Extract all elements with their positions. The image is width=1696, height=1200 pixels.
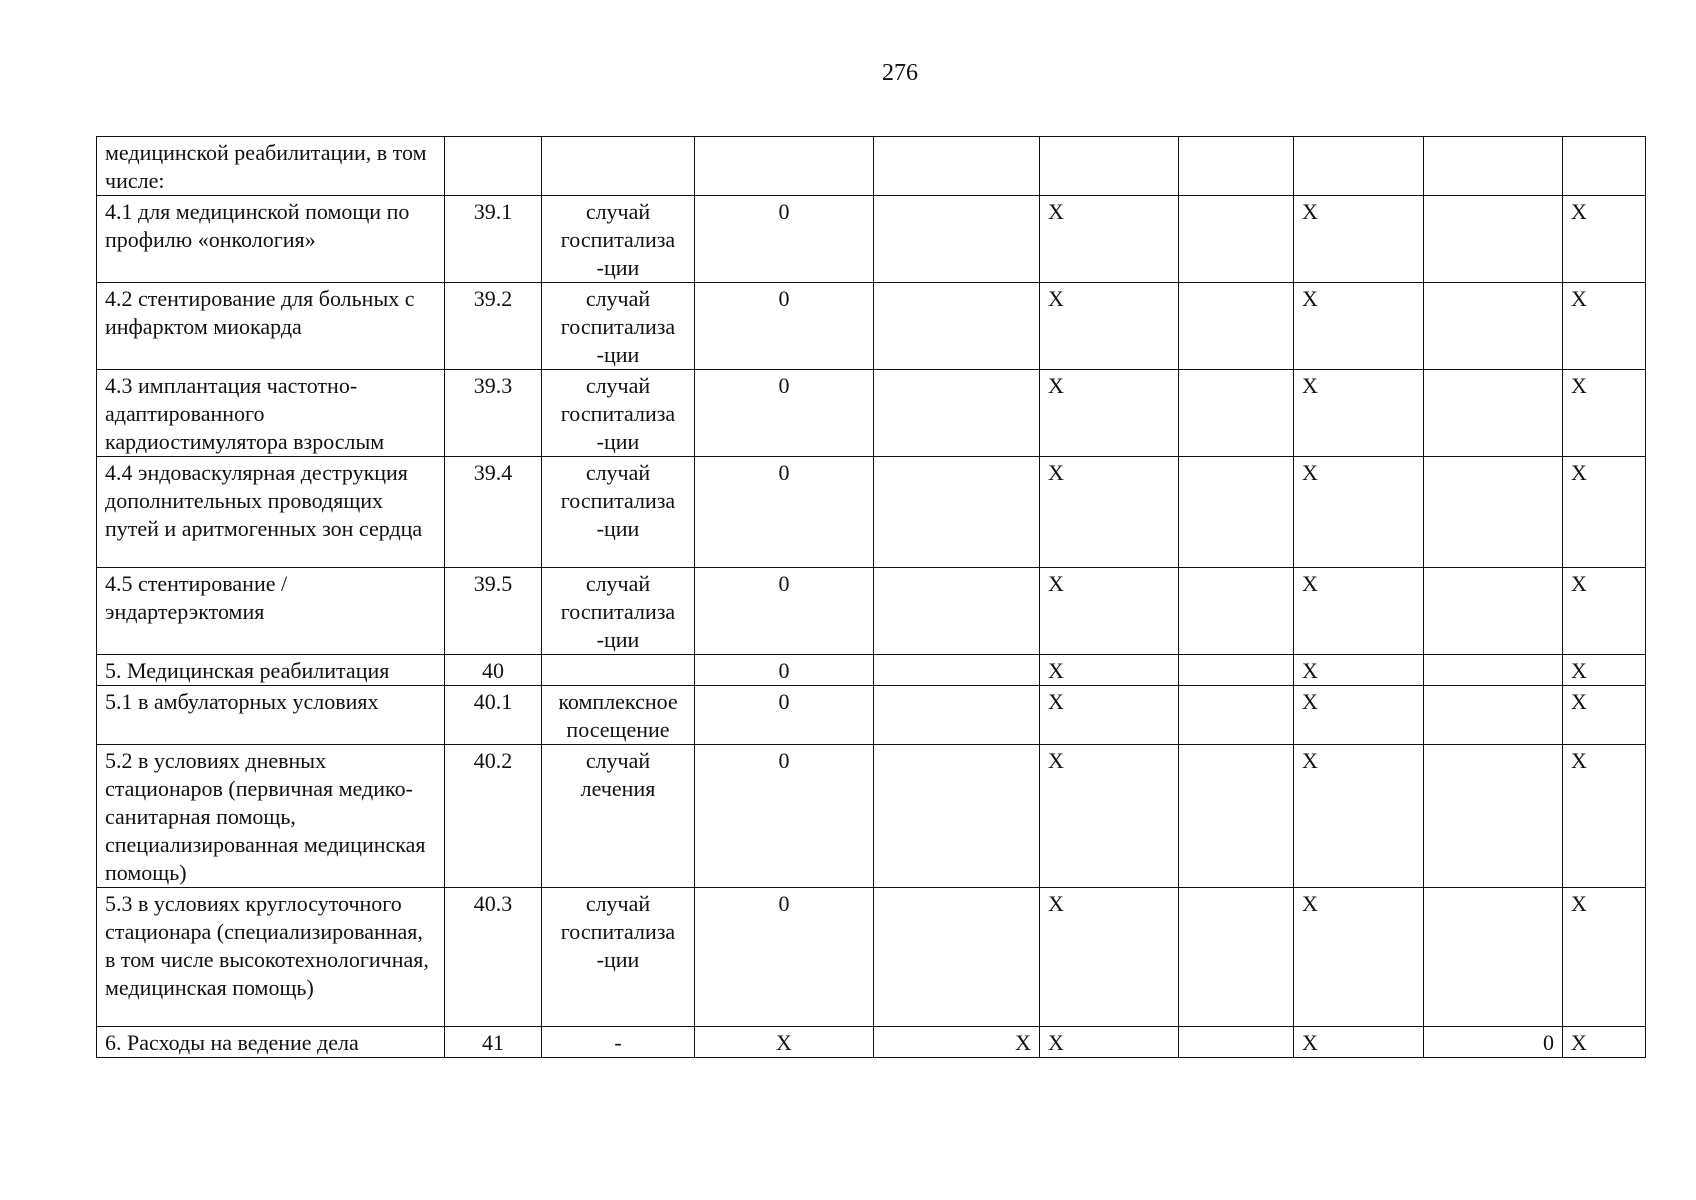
table-cell [874,370,1040,457]
table-cell [1179,196,1294,283]
table-cell: случай госпитализа -ции [542,196,695,283]
table-cell [1424,137,1563,196]
table-row [97,568,1646,655]
table-cell [874,283,1040,370]
table-cell: 0 [695,745,874,888]
table-row [97,137,1646,196]
table-cell [1179,370,1294,457]
table-cell: медицинской реабилитации, в том числе: [97,137,445,196]
table-cell [1179,745,1294,888]
table-cell: 40 [445,655,542,686]
table-cell [874,457,1040,568]
table-cell: 0 [695,686,874,745]
table-cell: случай лечения [542,745,695,888]
table-cell: X [1563,370,1646,457]
table-cell: 4.2 стентирование для больных с инфарктом миокарда [97,283,445,370]
table-cell: 0 [1424,1027,1563,1058]
table-cell: 40.2 [445,745,542,888]
table-cell: X [1563,655,1646,686]
table-cell: случай госпитализа -ции [542,888,695,1027]
table-cell: 4.3 имплантация частотно-адаптированного кардиостимулятора взрослым [97,370,445,457]
table-cell: X [1040,1027,1179,1058]
table-cell [874,137,1040,196]
table-cell: 39.5 [445,568,542,655]
table-cell: 40.3 [445,888,542,1027]
table-row [97,888,1646,1027]
table-row [97,655,1646,686]
table-cell: X [1294,283,1424,370]
table-cell [1424,196,1563,283]
table-row [97,1027,1646,1058]
table-cell: X [1294,370,1424,457]
table-cell: X [1040,745,1179,888]
table-cell: 0 [695,457,874,568]
table-cell: X [1040,370,1179,457]
table-cell: случай госпитализа -ции [542,370,695,457]
table-cell [1424,283,1563,370]
table-cell [1424,568,1563,655]
table-cell: X [1294,568,1424,655]
data-table [96,136,1646,1058]
table-cell [1179,283,1294,370]
table-cell [1424,888,1563,1027]
table-cell: 41 [445,1027,542,1058]
table-row [97,196,1646,283]
table-cell: 0 [695,888,874,1027]
table-cell: X [1294,196,1424,283]
table-cell [1424,686,1563,745]
table-cell [695,137,874,196]
table-cell: X [1294,655,1424,686]
table-cell [874,196,1040,283]
table-cell: 4.1 для медицинской помощи по профилю «онкология» [97,196,445,283]
table-cell [1179,457,1294,568]
table-cell [874,745,1040,888]
table-row [97,283,1646,370]
table-row [97,686,1646,745]
table-cell [445,137,542,196]
table-cell: X [1563,1027,1646,1058]
table-cell: X [1563,283,1646,370]
table-cell [542,655,695,686]
table-cell: 6. Расходы на ведение дела [97,1027,445,1058]
table-cell [1040,137,1179,196]
table-cell [1179,137,1294,196]
table-cell [1424,655,1563,686]
table-cell [1424,457,1563,568]
table-cell [1179,888,1294,1027]
page-number: 276 [882,60,918,86]
table-cell: 4.4 эндоваскулярная деструкция дополнительных проводящих путей и аритмогенных зон сердца [97,457,445,568]
table-cell: 39.4 [445,457,542,568]
table-cell: X [1563,686,1646,745]
table-cell: X [1040,568,1179,655]
table-cell: 0 [695,196,874,283]
table-cell: 39.1 [445,196,542,283]
table-cell: комплексное посещение [542,686,695,745]
table-cell: X [1294,457,1424,568]
table-cell: X [1040,196,1179,283]
table-row [97,745,1646,888]
table-cell: X [1294,1027,1424,1058]
table-cell [874,888,1040,1027]
table-cell: 39.3 [445,370,542,457]
table-cell [1179,655,1294,686]
table-cell: случай госпитализа -ции [542,283,695,370]
table-cell: 5. Медицинская реабилитация [97,655,445,686]
table-cell: X [1563,457,1646,568]
table-cell: X [1294,686,1424,745]
table-cell: X [1563,196,1646,283]
table-cell: 39.2 [445,283,542,370]
table-cell: 0 [695,655,874,686]
table-cell: X [695,1027,874,1058]
table-cell: - [542,1027,695,1058]
table-cell: 0 [695,283,874,370]
table-cell: X [1040,686,1179,745]
table-cell: X [1294,888,1424,1027]
table-cell: 40.1 [445,686,542,745]
table-cell [1179,1027,1294,1058]
table-cell [1179,686,1294,745]
table-cell: 5.2 в условиях дневных стационаров (первичная медико-санитарная помощь, специализированная медицинская помощь) [97,745,445,888]
table-cell [1424,745,1563,888]
table-cell: 5.1 в амбулаторных условиях [97,686,445,745]
table-cell: X [874,1027,1040,1058]
table-cell: X [1563,568,1646,655]
table-cell: X [1040,283,1179,370]
table-row [97,457,1646,568]
table-cell [1294,137,1424,196]
table-cell [874,686,1040,745]
table-cell: X [1040,457,1179,568]
table-cell: 0 [695,568,874,655]
table-cell [1563,137,1646,196]
table-cell: X [1294,745,1424,888]
table-cell: 0 [695,370,874,457]
table-cell: X [1040,655,1179,686]
table-cell: 5.3 в условиях круглосуточного стационара (специализированная, в том числе высокотехнологичная, медицинская помощь) [97,888,445,1027]
table-cell: X [1040,888,1179,1027]
table-cell: X [1563,745,1646,888]
table-cell [1179,568,1294,655]
table-cell [542,137,695,196]
table-cell: X [1563,888,1646,1027]
table-cell [874,568,1040,655]
table-cell: случай госпитализа -ции [542,568,695,655]
table-cell: случай госпитализа -ции [542,457,695,568]
table-cell [1424,370,1563,457]
table-row [97,370,1646,457]
table-cell: 4.5 стентирование / эндартерэктомия [97,568,445,655]
table-cell [874,655,1040,686]
